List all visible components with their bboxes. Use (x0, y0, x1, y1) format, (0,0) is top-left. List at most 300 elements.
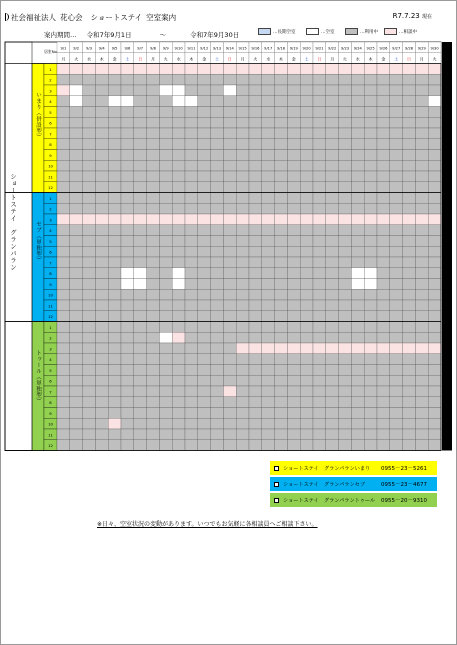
status-cell (300, 279, 313, 290)
status-cell (377, 397, 390, 408)
status-cell (134, 300, 147, 311)
status-cell (223, 128, 236, 139)
status-cell (95, 300, 108, 311)
weekday-label: 金 (291, 56, 296, 62)
status-cell (390, 418, 403, 429)
status-cell (390, 214, 403, 225)
status-cell (262, 343, 275, 354)
status-cell (403, 246, 416, 257)
weekday-label: 火 (74, 56, 79, 62)
title-text: 空室案内 (146, 13, 177, 22)
legend-label: …相談中 (399, 29, 417, 35)
status-cell (172, 128, 185, 139)
status-cell (313, 160, 326, 171)
status-cell (95, 182, 108, 193)
status-cell (108, 128, 121, 139)
status-cell (403, 117, 416, 128)
status-cell (134, 85, 147, 96)
status-cell (236, 375, 249, 386)
status-cell (121, 365, 134, 376)
status-cell (147, 300, 160, 311)
status-cell (249, 139, 262, 150)
status-cell (198, 354, 211, 365)
status-cell (339, 107, 352, 118)
status-cell (300, 322, 313, 333)
status-cell (185, 257, 198, 268)
date-label: 9/23 (340, 46, 350, 51)
status-cell (415, 354, 428, 365)
room-number: 7 (49, 389, 52, 395)
status-cell (159, 332, 172, 343)
status-cell (351, 107, 364, 118)
status-cell (275, 85, 288, 96)
status-cell (326, 375, 339, 386)
status-cell (275, 289, 288, 300)
status-cell (198, 343, 211, 354)
status-cell (236, 150, 249, 161)
status-cell (377, 311, 390, 322)
status-cell (351, 182, 364, 193)
status-cell (262, 74, 275, 85)
status-cell (313, 397, 326, 408)
status-cell (147, 311, 160, 322)
status-cell (339, 397, 352, 408)
status-cell (275, 117, 288, 128)
status-cell (262, 246, 275, 257)
status-cell (236, 365, 249, 376)
status-cell (172, 386, 185, 397)
status-cell (211, 311, 224, 322)
status-cell (390, 246, 403, 257)
status-cell (134, 440, 147, 451)
status-cell (70, 408, 83, 419)
status-cell (403, 160, 416, 171)
status-cell (121, 246, 134, 257)
status-cell (223, 397, 236, 408)
status-cell (185, 375, 198, 386)
status-cell (83, 311, 96, 322)
status-cell (57, 160, 70, 171)
status-cell (121, 214, 134, 225)
status-cell (147, 107, 160, 118)
status-cell (121, 182, 134, 193)
weekday-label: 月 (419, 56, 424, 62)
room-number: 9 (49, 152, 52, 158)
status-cell (147, 440, 160, 451)
status-cell (134, 171, 147, 182)
status-cell (403, 300, 416, 311)
room-number: 8 (49, 142, 52, 148)
status-cell (300, 440, 313, 451)
status-cell (313, 440, 326, 451)
room-number: 8 (49, 400, 52, 406)
status-cell (377, 160, 390, 171)
status-cell (428, 225, 441, 236)
checkbox-square-icon (274, 482, 279, 487)
status-cell (57, 246, 70, 257)
status-cell (172, 322, 185, 333)
status-cell (83, 300, 96, 311)
status-cell (249, 332, 262, 343)
status-cell (287, 203, 300, 214)
status-cell (428, 354, 441, 365)
status-cell (57, 279, 70, 290)
status-cell (134, 386, 147, 397)
status-cell (287, 279, 300, 290)
status-cell (326, 332, 339, 343)
status-cell (236, 246, 249, 257)
status-cell (108, 300, 121, 311)
status-cell (390, 375, 403, 386)
status-cell (57, 408, 70, 419)
status-cell (339, 440, 352, 451)
status-cell (377, 279, 390, 290)
status-cell (313, 182, 326, 193)
date-label: 9/17 (264, 46, 273, 51)
status-cell (211, 408, 224, 419)
status-cell (83, 397, 96, 408)
status-cell (198, 268, 211, 279)
status-cell (211, 150, 224, 161)
status-cell (415, 171, 428, 182)
status-cell (275, 107, 288, 118)
status-cell (121, 408, 134, 419)
status-cell (159, 418, 172, 429)
status-cell (236, 343, 249, 354)
status-cell (390, 354, 403, 365)
status-cell (108, 107, 121, 118)
status-cell (275, 354, 288, 365)
status-cell (390, 386, 403, 397)
status-cell (108, 429, 121, 440)
status-cell (390, 322, 403, 333)
status-cell (83, 257, 96, 268)
status-cell (172, 397, 185, 408)
status-cell (326, 160, 339, 171)
room-number: 1 (49, 66, 52, 72)
status-cell (249, 171, 262, 182)
status-cell (326, 139, 339, 150)
room-number: 10 (48, 292, 53, 298)
status-cell (108, 74, 121, 85)
status-cell (211, 96, 224, 107)
status-cell (159, 182, 172, 193)
status-cell (262, 354, 275, 365)
status-cell (198, 150, 211, 161)
status-cell (134, 418, 147, 429)
status-cell (223, 150, 236, 161)
status-cell (211, 171, 224, 182)
status-cell (275, 214, 288, 225)
status-cell (211, 203, 224, 214)
status-cell (390, 96, 403, 107)
status-cell (121, 279, 134, 290)
right-edge-bar (442, 42, 452, 451)
status-cell (351, 279, 364, 290)
status-cell (287, 268, 300, 279)
status-cell (95, 214, 108, 225)
status-cell (262, 139, 275, 150)
status-cell (351, 343, 364, 354)
status-cell (223, 225, 236, 236)
status-cell (70, 128, 83, 139)
status-cell (147, 246, 160, 257)
status-cell (415, 397, 428, 408)
status-cell (351, 246, 364, 257)
status-cell (108, 397, 121, 408)
status-cell (83, 332, 96, 343)
room-number: 5 (49, 238, 52, 244)
status-cell (198, 74, 211, 85)
status-cell (134, 375, 147, 386)
status-cell (287, 386, 300, 397)
status-cell (275, 408, 288, 419)
status-cell (108, 257, 121, 268)
status-cell (70, 150, 83, 161)
status-cell (211, 386, 224, 397)
status-cell (390, 311, 403, 322)
status-cell (134, 236, 147, 247)
status-cell (390, 289, 403, 300)
status-cell (364, 128, 377, 139)
status-cell (313, 343, 326, 354)
status-cell (390, 408, 403, 419)
status-cell (377, 150, 390, 161)
status-cell (83, 365, 96, 376)
status-cell (147, 150, 160, 161)
status-cell (185, 268, 198, 279)
status-cell (326, 289, 339, 300)
status-cell (249, 311, 262, 322)
date-label: 9/21 (315, 46, 324, 51)
status-cell (172, 268, 185, 279)
status-cell (403, 268, 416, 279)
status-cell (262, 85, 275, 96)
status-cell (57, 139, 70, 150)
status-cell (313, 365, 326, 376)
status-cell (108, 236, 121, 247)
status-cell (83, 440, 96, 451)
status-cell (364, 96, 377, 107)
status-cell (57, 128, 70, 139)
status-cell (377, 193, 390, 204)
status-cell (339, 279, 352, 290)
status-cell (121, 139, 134, 150)
weekday-label: 火 (432, 56, 437, 62)
status-cell (57, 365, 70, 376)
status-cell (83, 343, 96, 354)
status-cell (147, 397, 160, 408)
status-cell (198, 203, 211, 214)
status-cell (364, 214, 377, 225)
status-cell (172, 375, 185, 386)
status-cell (249, 117, 262, 128)
status-cell (159, 160, 172, 171)
status-cell (377, 107, 390, 118)
status-cell (172, 236, 185, 247)
room-number: 11 (48, 174, 53, 180)
status-cell (326, 386, 339, 397)
status-cell (403, 354, 416, 365)
status-cell (351, 128, 364, 139)
status-cell (326, 397, 339, 408)
status-cell (108, 311, 121, 322)
room-number: 10 (48, 163, 53, 169)
status-cell (415, 107, 428, 118)
status-cell (147, 408, 160, 419)
status-cell (415, 257, 428, 268)
status-cell (57, 311, 70, 322)
status-cell (275, 160, 288, 171)
status-cell (313, 279, 326, 290)
status-cell (236, 322, 249, 333)
status-cell (57, 193, 70, 204)
status-cell (351, 322, 364, 333)
status-cell (403, 386, 416, 397)
status-cell (326, 107, 339, 118)
status-cell (364, 85, 377, 96)
status-cell (70, 117, 83, 128)
status-cell (57, 386, 70, 397)
status-cell (313, 117, 326, 128)
status-cell (134, 257, 147, 268)
status-cell (326, 408, 339, 419)
status-cell (57, 429, 70, 440)
status-cell (211, 74, 224, 85)
status-cell (326, 354, 339, 365)
contact-imari (270, 461, 437, 475)
status-cell (108, 386, 121, 397)
status-cell (300, 74, 313, 85)
status-cell (70, 300, 83, 311)
status-cell (185, 311, 198, 322)
status-cell (198, 440, 211, 451)
status-cell (159, 386, 172, 397)
status-cell (377, 74, 390, 85)
status-cell (198, 408, 211, 419)
status-cell (147, 85, 160, 96)
status-cell (415, 375, 428, 386)
status-cell (147, 117, 160, 128)
status-cell (159, 311, 172, 322)
status-cell (300, 365, 313, 376)
status-cell (121, 257, 134, 268)
status-cell (275, 429, 288, 440)
status-cell (223, 117, 236, 128)
status-cell (415, 365, 428, 376)
status-cell (121, 397, 134, 408)
status-cell (134, 332, 147, 343)
status-cell (108, 225, 121, 236)
status-cell (390, 236, 403, 247)
status-cell (351, 85, 364, 96)
status-cell (236, 332, 249, 343)
status-cell (185, 107, 198, 118)
status-cell (339, 74, 352, 85)
status-cell (351, 74, 364, 85)
status-cell (147, 203, 160, 214)
status-cell (339, 418, 352, 429)
status-cell (70, 171, 83, 182)
status-cell (83, 193, 96, 204)
status-cell (134, 193, 147, 204)
status-cell (211, 246, 224, 257)
weekday-label: 土 (394, 56, 399, 62)
status-cell (377, 429, 390, 440)
status-cell (428, 408, 441, 419)
status-cell (275, 386, 288, 397)
status-cell (95, 193, 108, 204)
status-cell (390, 139, 403, 150)
status-cell (428, 171, 441, 182)
status-cell (313, 418, 326, 429)
status-cell (211, 107, 224, 118)
status-cell (275, 332, 288, 343)
status-cell (428, 160, 441, 171)
status-cell (211, 139, 224, 150)
contact-name: ショートステイ グランパラントゥール (283, 497, 376, 504)
status-cell (236, 107, 249, 118)
status-cell (313, 225, 326, 236)
status-cell (339, 354, 352, 365)
status-cell (313, 375, 326, 386)
status-cell (428, 246, 441, 257)
status-cell (339, 322, 352, 333)
status-cell (185, 85, 198, 96)
status-cell (326, 96, 339, 107)
status-cell (249, 182, 262, 193)
status-cell (185, 354, 198, 365)
period-to: 令和7年9月30日 (190, 31, 240, 39)
status-cell (223, 375, 236, 386)
status-cell (172, 440, 185, 451)
status-cell (223, 171, 236, 182)
status-cell (339, 257, 352, 268)
status-cell (147, 96, 160, 107)
status-cell (147, 182, 160, 193)
status-cell (147, 365, 160, 376)
status-cell (121, 203, 134, 214)
status-cell (339, 203, 352, 214)
status-cell (83, 225, 96, 236)
status-cell (390, 150, 403, 161)
status-cell (223, 332, 236, 343)
status-cell (339, 386, 352, 397)
status-cell (223, 257, 236, 268)
status-cell (390, 74, 403, 85)
as-of-suffix: 現在 (421, 14, 432, 20)
status-cell (172, 279, 185, 290)
status-cell (249, 397, 262, 408)
status-cell (185, 408, 198, 419)
room-number: 3 (49, 88, 52, 94)
date-label: 9/9 (162, 46, 169, 51)
as-of-date: R7.7.23 (392, 12, 420, 20)
status-cell (249, 96, 262, 107)
status-cell (390, 107, 403, 118)
status-cell (223, 96, 236, 107)
status-cell (211, 322, 224, 333)
status-cell (95, 139, 108, 150)
status-cell (262, 225, 275, 236)
status-cell (70, 257, 83, 268)
status-cell (275, 300, 288, 311)
status-cell (159, 322, 172, 333)
status-cell (223, 279, 236, 290)
status-cell (275, 74, 288, 85)
status-cell (83, 203, 96, 214)
status-cell (249, 203, 262, 214)
